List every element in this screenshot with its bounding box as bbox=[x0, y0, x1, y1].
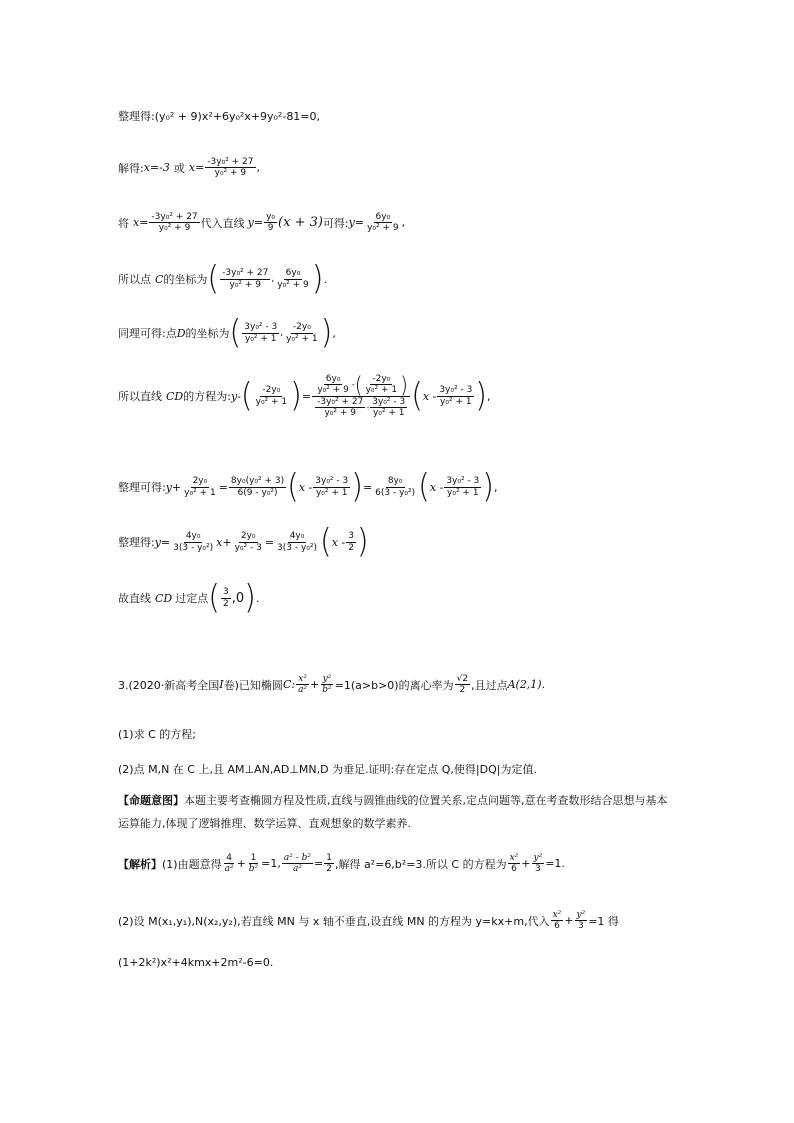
numerator: y² bbox=[322, 674, 332, 684]
math: x+ bbox=[216, 535, 232, 549]
math: x - bbox=[298, 480, 313, 494]
math: CD bbox=[166, 389, 184, 403]
numerator: a² - b² bbox=[283, 853, 311, 863]
denominator: y₀² + 1 bbox=[372, 408, 405, 419]
fraction bbox=[149, 212, 199, 234]
math: y= bbox=[154, 535, 171, 549]
text: 的方程为: bbox=[183, 390, 231, 404]
right-paren: ) bbox=[351, 467, 363, 506]
analysis-label: 【解析】 bbox=[118, 857, 162, 871]
left-paren: ( bbox=[207, 259, 220, 298]
math: C bbox=[155, 272, 164, 286]
text: 整理可得: bbox=[118, 481, 166, 494]
fraction bbox=[575, 910, 588, 932]
text: 或 bbox=[173, 161, 185, 175]
fraction bbox=[444, 476, 481, 498]
fraction bbox=[229, 476, 286, 498]
left-paren: ( bbox=[411, 376, 423, 415]
left-paren: ( bbox=[320, 522, 332, 561]
equation-line-3 bbox=[118, 212, 405, 234]
denominator: y₀² + 1 bbox=[286, 333, 318, 344]
right-paren: ) bbox=[400, 371, 408, 399]
denominator: y₀² + 1 bbox=[315, 487, 348, 498]
fraction bbox=[313, 476, 350, 498]
denominator: y₀² + 9 bbox=[317, 385, 349, 396]
text: (2)点 M,N 在 C 上,且 AM⊥AN,AD⊥MN,D 为垂足.证明:存在定点 Q,使得|DQ|为定值. bbox=[118, 763, 537, 776]
equation-line-1 bbox=[118, 108, 320, 124]
text: , bbox=[494, 480, 498, 494]
text: . bbox=[323, 272, 327, 286]
numerator: 3y₀² - 3 bbox=[446, 476, 480, 487]
numerator: -2y₀ bbox=[262, 385, 281, 396]
fraction bbox=[370, 397, 407, 419]
denominator: y₀² + 9 bbox=[158, 223, 191, 234]
text: + bbox=[521, 857, 531, 871]
text: (1+2k²)x²+4kmx+2m²-6=0. bbox=[118, 956, 274, 969]
fraction bbox=[171, 531, 215, 553]
numerator: 6y₀ bbox=[325, 374, 341, 384]
denominator: y₀² + 1 bbox=[184, 487, 216, 498]
fraction bbox=[220, 268, 270, 290]
text: =1(a>b>0)的离心率为 bbox=[334, 678, 454, 692]
equation-line-8 bbox=[118, 522, 369, 561]
numerator: 3y₀² - 3 bbox=[439, 385, 473, 396]
fraction bbox=[320, 674, 333, 696]
fraction bbox=[551, 910, 564, 932]
math: C: bbox=[282, 678, 296, 692]
equation-line-2 bbox=[118, 157, 260, 179]
math: A(2,1). bbox=[507, 678, 546, 692]
denominator: 6 bbox=[554, 921, 560, 932]
math: y- bbox=[230, 389, 241, 403]
denominator: 3(3 - y₀²) bbox=[277, 542, 318, 553]
denominator: y₀² + 9 bbox=[214, 168, 247, 179]
intent-text: 本题主要考查椭圆方程及性质,直线与圆锥曲线的位置关系,定点问题等,意在考查数形结合思想与基本运算能力,体现了逻辑推理、数学运算、直观想象的数学素养. bbox=[118, 794, 668, 830]
right-paren: ) bbox=[320, 313, 333, 352]
numerator: 2y₀ bbox=[192, 476, 208, 487]
equation-line-5 bbox=[118, 313, 336, 352]
fraction bbox=[275, 531, 319, 553]
denominator: 6(9 - y₀²) bbox=[237, 487, 278, 498]
denominator: y₀² + 9 bbox=[324, 408, 356, 419]
right-paren: ) bbox=[356, 522, 369, 561]
math: D bbox=[176, 326, 186, 340]
text: 卷)已知椭圆 bbox=[223, 678, 283, 692]
text: = bbox=[314, 857, 324, 871]
numerator: -3y₀² + 27 bbox=[317, 396, 364, 407]
left-paren: ( bbox=[208, 578, 220, 617]
text: 整理得: bbox=[118, 536, 155, 549]
question-2 bbox=[118, 761, 537, 777]
numerator: -2y₀ bbox=[372, 374, 391, 384]
denominator: 3(3 - y₀²) bbox=[173, 542, 214, 553]
numerator: 6y₀ bbox=[375, 212, 391, 222]
left-paren: ( bbox=[240, 376, 253, 415]
equation-line-9 bbox=[118, 578, 260, 617]
text: , bbox=[487, 389, 491, 403]
comma: , bbox=[280, 328, 284, 338]
text: (1)由题意得 bbox=[162, 857, 222, 871]
denominator: y₀² + 9 bbox=[229, 279, 262, 290]
text: 的坐标为 bbox=[163, 273, 208, 286]
denominator: 2 bbox=[348, 542, 354, 553]
math: x - bbox=[331, 535, 346, 549]
denominator: 6(3 - y₀²) bbox=[375, 487, 416, 498]
text: ,解得 a²=6,b²=3.所以 C 的方程为 bbox=[334, 857, 507, 871]
text: 将 bbox=[118, 216, 129, 230]
left-paren: ( bbox=[229, 313, 242, 352]
analysis-line-1 bbox=[118, 853, 565, 875]
denominator: y₀² + 1 bbox=[440, 396, 472, 407]
fraction bbox=[315, 374, 351, 396]
denominator: y₀² + 1 bbox=[447, 487, 479, 498]
text: , bbox=[256, 161, 261, 175]
fraction bbox=[373, 476, 417, 498]
text: (2)设 M(x₁,y₁),N(x₂,y₂),若直线 MN 与 x 轴不垂直,设直线 MN 的方程为 y=kx+m,代入 bbox=[118, 914, 550, 928]
math: x= bbox=[188, 161, 205, 175]
math: y+ bbox=[165, 480, 182, 494]
compound-numerator bbox=[312, 371, 410, 399]
numerator: 8y₀ bbox=[387, 476, 403, 487]
numerator: 4 bbox=[226, 853, 232, 863]
numerator: √2 bbox=[456, 674, 469, 684]
denominator: y₀² + 1 bbox=[365, 385, 398, 396]
numerator: x² bbox=[298, 674, 307, 684]
minus: - bbox=[366, 402, 370, 412]
text: =1 得 bbox=[588, 914, 619, 928]
fraction bbox=[315, 397, 365, 419]
math: x - bbox=[429, 480, 444, 494]
denominator: 3 bbox=[577, 921, 584, 932]
text: = bbox=[362, 480, 373, 494]
fraction bbox=[205, 157, 255, 179]
fraction bbox=[223, 853, 236, 875]
fraction bbox=[247, 853, 260, 875]
denominator: a² bbox=[298, 685, 308, 696]
text: =1. bbox=[545, 857, 565, 871]
numerator: 4y₀ bbox=[289, 531, 305, 542]
denominator: a² bbox=[292, 864, 302, 875]
fraction bbox=[264, 212, 277, 234]
denominator: 2 bbox=[326, 864, 332, 875]
denominator: b² bbox=[322, 685, 332, 696]
equation-line-4 bbox=[118, 259, 327, 298]
fraction bbox=[508, 853, 521, 875]
fraction bbox=[254, 385, 290, 407]
text: . bbox=[255, 591, 260, 605]
math: I bbox=[219, 678, 224, 692]
denominator: 2 bbox=[459, 685, 466, 696]
text: , bbox=[332, 326, 336, 340]
denominator: 3 bbox=[534, 864, 541, 875]
math: (x + 3) bbox=[278, 215, 323, 231]
left-paren: ( bbox=[354, 371, 363, 399]
denominator: b² bbox=[248, 864, 259, 875]
fraction bbox=[284, 322, 320, 344]
numerator: x² bbox=[509, 853, 519, 863]
text: = bbox=[264, 535, 275, 549]
question-1 bbox=[118, 726, 196, 742]
denominator: 9 bbox=[267, 223, 274, 234]
fraction bbox=[532, 853, 545, 875]
text: = bbox=[301, 389, 312, 403]
numerator: 3y₀² - 3 bbox=[372, 396, 406, 407]
fraction bbox=[437, 385, 474, 407]
left-paren: ( bbox=[418, 467, 430, 506]
numerator: 2y₀ bbox=[240, 531, 256, 542]
right-paren: ) bbox=[475, 376, 488, 415]
fraction bbox=[275, 268, 311, 290]
numerator: x² bbox=[552, 910, 562, 920]
denominator: a² bbox=[224, 864, 234, 875]
numerator: 3 bbox=[348, 531, 354, 542]
text: + bbox=[310, 678, 320, 692]
numerator: 1 bbox=[250, 853, 257, 863]
text: 解得: bbox=[118, 161, 144, 175]
numerator: y² bbox=[533, 853, 543, 863]
text: + bbox=[564, 914, 574, 928]
numerator: -3y₀² + 27 bbox=[222, 268, 269, 279]
text: 同理可得:点 bbox=[118, 327, 177, 340]
numerator: -3y₀² + 27 bbox=[207, 157, 254, 167]
analysis-line-2 bbox=[118, 910, 619, 932]
math: x= bbox=[133, 216, 149, 230]
text: 所以直线 bbox=[118, 390, 162, 404]
denominator: y₀² - 3 bbox=[234, 542, 262, 553]
math: y= bbox=[348, 216, 365, 230]
denominator: 6 bbox=[511, 864, 517, 875]
denominator: y₀² + 9 bbox=[367, 223, 399, 234]
right-paren: ) bbox=[311, 259, 324, 298]
numerator: 6y₀ bbox=[285, 268, 301, 279]
text: 3.(2020·新高考全国 bbox=[118, 678, 220, 692]
equation-line-7 bbox=[118, 467, 498, 506]
fraction bbox=[324, 853, 334, 875]
compound-fraction bbox=[312, 371, 410, 419]
math: CD bbox=[155, 591, 173, 605]
fraction bbox=[455, 674, 470, 696]
math: x - bbox=[422, 389, 437, 403]
text: 可得: bbox=[322, 216, 349, 230]
fraction bbox=[296, 674, 309, 696]
left-paren: ( bbox=[287, 467, 299, 506]
text: 所以点 bbox=[118, 273, 151, 286]
right-paren: ) bbox=[482, 467, 494, 506]
fraction bbox=[365, 212, 401, 234]
numerator: 4y₀ bbox=[185, 531, 201, 542]
equation-text: 整理得:(y₀² + 9)x²+6y₀²x+9y₀²-81=0, bbox=[118, 110, 321, 123]
analysis-line-3 bbox=[118, 956, 273, 969]
equation-line-6 bbox=[118, 371, 491, 419]
numerator: 3y₀² - 3 bbox=[315, 476, 349, 487]
text: , bbox=[401, 216, 406, 230]
problem-title bbox=[118, 674, 545, 696]
text: 故直线 bbox=[118, 592, 151, 605]
numerator: -2y₀ bbox=[292, 322, 311, 333]
text: =1, bbox=[261, 857, 281, 871]
denominator: y₀² + 1 bbox=[255, 396, 288, 407]
right-paren: ) bbox=[244, 578, 256, 617]
fraction bbox=[242, 322, 279, 344]
numerator: y₀ bbox=[266, 212, 276, 222]
minus: - bbox=[351, 380, 355, 390]
fraction bbox=[346, 531, 356, 553]
numerator: -3y₀² + 27 bbox=[151, 212, 198, 222]
numerator: 8y₀(y₀² + 3) bbox=[230, 476, 285, 487]
fraction bbox=[282, 853, 313, 875]
text: ,且过点 bbox=[471, 678, 508, 692]
denominator: y₀² + 1 bbox=[244, 333, 277, 344]
right-paren: ) bbox=[290, 376, 302, 415]
text: = bbox=[218, 480, 228, 494]
numerator: y² bbox=[576, 910, 586, 920]
math: x=-3 bbox=[143, 161, 170, 175]
math: ,0 bbox=[231, 590, 245, 606]
numerator: 3y₀² - 3 bbox=[244, 322, 278, 333]
fraction bbox=[182, 476, 218, 498]
fraction bbox=[364, 374, 400, 396]
text: (1)求 C 的方程; bbox=[118, 728, 196, 741]
fraction bbox=[221, 587, 231, 609]
math: y= bbox=[247, 216, 264, 230]
comma: , bbox=[271, 274, 275, 284]
text: + bbox=[236, 857, 246, 871]
text: 过定点 bbox=[175, 592, 209, 605]
text: 代入直线 bbox=[200, 216, 245, 230]
fraction bbox=[233, 531, 264, 553]
denominator: y₀² + 9 bbox=[277, 279, 309, 290]
intent-label: 【命题意图】 bbox=[118, 794, 184, 807]
intent-paragraph bbox=[118, 789, 678, 835]
denominator: 2 bbox=[222, 598, 229, 609]
numerator: 1 bbox=[326, 853, 332, 863]
compound-denominator bbox=[312, 397, 410, 419]
text: 的坐标为 bbox=[185, 327, 230, 340]
numerator: 3 bbox=[222, 587, 229, 598]
